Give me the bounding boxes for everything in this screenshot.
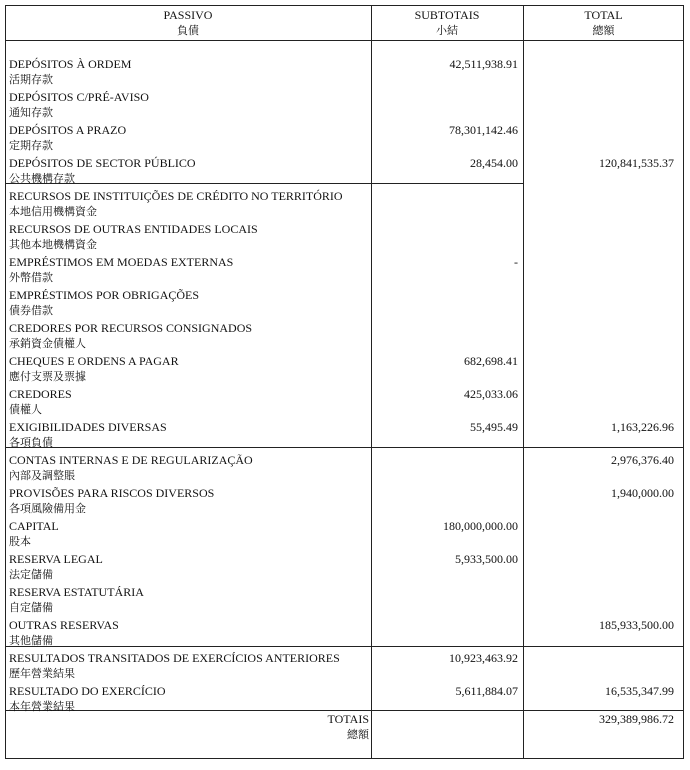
row-label xyxy=(9,485,369,517)
row-label xyxy=(9,386,369,418)
row-label-zh: 債券借款 xyxy=(9,304,53,317)
header-total-label-zh: 總額 xyxy=(592,24,615,37)
row-label xyxy=(9,419,369,451)
row-label-pt: RESERVA ESTATUTÁRIA xyxy=(9,585,144,599)
table-row xyxy=(0,419,690,452)
row-subtotal: 682,698.41 xyxy=(464,354,518,368)
row-label xyxy=(9,584,369,616)
header-passivo-label: PASSIVO xyxy=(163,8,213,22)
row-subtotal: 5,611,884.07 xyxy=(455,684,518,698)
row-label-zh: 其他儲備 xyxy=(9,634,53,647)
row-label xyxy=(9,155,369,187)
row-label-zh: 其他本地機構資金 xyxy=(9,238,97,251)
table-row xyxy=(0,386,690,419)
row-label-pt: PROVISÕES PARA RISCOS DIVERSOS xyxy=(9,486,215,500)
row-label-zh: 各項負債 xyxy=(9,436,53,449)
row-label xyxy=(9,56,369,88)
row-label-pt: EMPRÉSTIMOS POR OBRIGAÇÕES xyxy=(9,288,200,302)
totals-label xyxy=(9,711,369,743)
row-label xyxy=(9,122,369,154)
row-label-zh: 法定儲備 xyxy=(9,568,53,581)
row-label-pt: RESULTADO DO EXERCÍCIO xyxy=(9,684,166,698)
row-label-pt: DEPÓSITOS À ORDEM xyxy=(9,57,132,71)
row-label-pt: DEPÓSITOS DE SECTOR PÚBLICO xyxy=(9,156,196,170)
row-label xyxy=(9,188,369,220)
row-label-pt: CREDORES POR RECURSOS CONSIGNADOS xyxy=(9,321,253,335)
row-total: 2,976,376.40 xyxy=(611,453,674,467)
table-row xyxy=(0,584,690,617)
row-label xyxy=(9,89,369,121)
row-total: 1,940,000.00 xyxy=(611,486,674,500)
table-row xyxy=(0,188,690,221)
totals-label-zh: 總額 xyxy=(347,728,369,741)
table-row xyxy=(0,353,690,386)
row-label-zh: 自定儲備 xyxy=(9,601,53,614)
row-label-zh: 內部及調整賬 xyxy=(9,469,75,482)
header-divider xyxy=(5,40,684,41)
row-label xyxy=(9,287,369,319)
row-label xyxy=(9,650,369,682)
table-row xyxy=(0,56,690,89)
row-label-zh: 本地信用機構資金 xyxy=(9,205,97,218)
row-subtotal: 10,923,463.92 xyxy=(449,651,518,665)
row-label xyxy=(9,551,369,583)
table-row xyxy=(0,518,690,551)
row-label-zh: 歷年營業結果 xyxy=(9,667,75,680)
row-subtotal: 42,511,938.91 xyxy=(449,57,518,71)
row-label-pt: RESULTADOS TRANSITADOS DE EXERCÍCIOS ANTERIORES xyxy=(9,651,340,665)
row-total: 120,841,535.37 xyxy=(599,156,674,170)
row-label xyxy=(9,221,369,253)
header-subtotais-label-zh: 小結 xyxy=(436,24,458,37)
row-label-pt: OUTRAS RESERVAS xyxy=(9,618,119,632)
row-label-pt: CHEQUES E ORDENS A PAGAR xyxy=(9,354,179,368)
row-total: 1,163,226.96 xyxy=(611,420,674,434)
header-total xyxy=(523,8,684,38)
row-label-pt: EXIGIBILIDADES DIVERSAS xyxy=(9,420,167,434)
table-row xyxy=(0,551,690,584)
row-label xyxy=(9,254,369,286)
row-label-zh: 公共機構存款 xyxy=(9,172,75,185)
header-passivo xyxy=(5,8,371,38)
row-subtotal: 180,000,000.00 xyxy=(443,519,518,533)
table-row xyxy=(0,254,690,287)
row-subtotal: 78,301,142.46 xyxy=(449,123,518,137)
row-total: 185,933,500.00 xyxy=(599,618,674,632)
row-label-pt: DEPÓSITOS A PRAZO xyxy=(9,123,127,137)
table-row xyxy=(0,617,690,650)
row-label-pt: CAPITAL xyxy=(9,519,59,533)
row-label-zh: 各項風險備用金 xyxy=(9,502,86,515)
row-label-zh: 應付支票及票據 xyxy=(9,370,86,383)
table-row xyxy=(0,155,690,188)
row-label-zh: 通知存款 xyxy=(9,106,53,119)
row-label xyxy=(9,320,369,352)
row-subtotal: 55,495.49 xyxy=(470,420,518,434)
row-label xyxy=(9,452,369,484)
row-label-pt: CONTAS INTERNAS E DE REGULARIZAÇÃO xyxy=(9,453,253,467)
table-row xyxy=(0,320,690,353)
row-subtotal: 425,033.06 xyxy=(464,387,518,401)
row-label-pt: EMPRÉSTIMOS EM MOEDAS EXTERNAS xyxy=(9,255,234,269)
header-subtotais-label: SUBTOTAIS xyxy=(414,8,480,22)
row-label-pt: RECURSOS DE OUTRAS ENTIDADES LOCAIS xyxy=(9,222,258,236)
totals-row xyxy=(0,711,690,744)
row-label-zh: 外幣借款 xyxy=(9,271,53,284)
row-label xyxy=(9,353,369,385)
row-label xyxy=(9,518,369,550)
header-subtotais xyxy=(371,8,523,38)
row-label-zh: 定期存款 xyxy=(9,139,53,152)
table-row xyxy=(0,221,690,254)
table-row xyxy=(0,650,690,683)
table-row xyxy=(0,89,690,122)
row-label-zh: 承銷資金債權人 xyxy=(9,337,86,350)
row-subtotal: 5,933,500.00 xyxy=(455,552,518,566)
totals-value: 329,389,986.72 xyxy=(599,712,674,726)
row-label xyxy=(9,617,369,649)
row-label-zh: 本年營業結果 xyxy=(9,700,75,713)
header-passivo-label-zh: 負債 xyxy=(177,24,199,37)
header-total-label: TOTAL xyxy=(584,8,623,22)
table-row xyxy=(0,452,690,485)
row-label-pt: RESERVA LEGAL xyxy=(9,552,103,566)
row-label-pt: RECURSOS DE INSTITUIÇÕES DE CRÉDITO NO TERRITÓRIO xyxy=(9,189,343,203)
row-label-pt: DEPÓSITOS C/PRÉ-AVISO xyxy=(9,90,149,104)
row-total: 16,535,347.99 xyxy=(605,684,674,698)
table-row xyxy=(0,287,690,320)
totals-label-pt: TOTAIS xyxy=(327,712,369,726)
row-label-zh: 活期存款 xyxy=(9,73,53,86)
row-label-zh: 股本 xyxy=(9,535,31,548)
table-row xyxy=(0,122,690,155)
row-label-pt: CREDORES xyxy=(9,387,72,401)
row-subtotal: - xyxy=(514,255,518,269)
row-label-zh: 債權人 xyxy=(9,403,42,416)
table-row xyxy=(0,485,690,518)
row-subtotal: 28,454.00 xyxy=(470,156,518,170)
